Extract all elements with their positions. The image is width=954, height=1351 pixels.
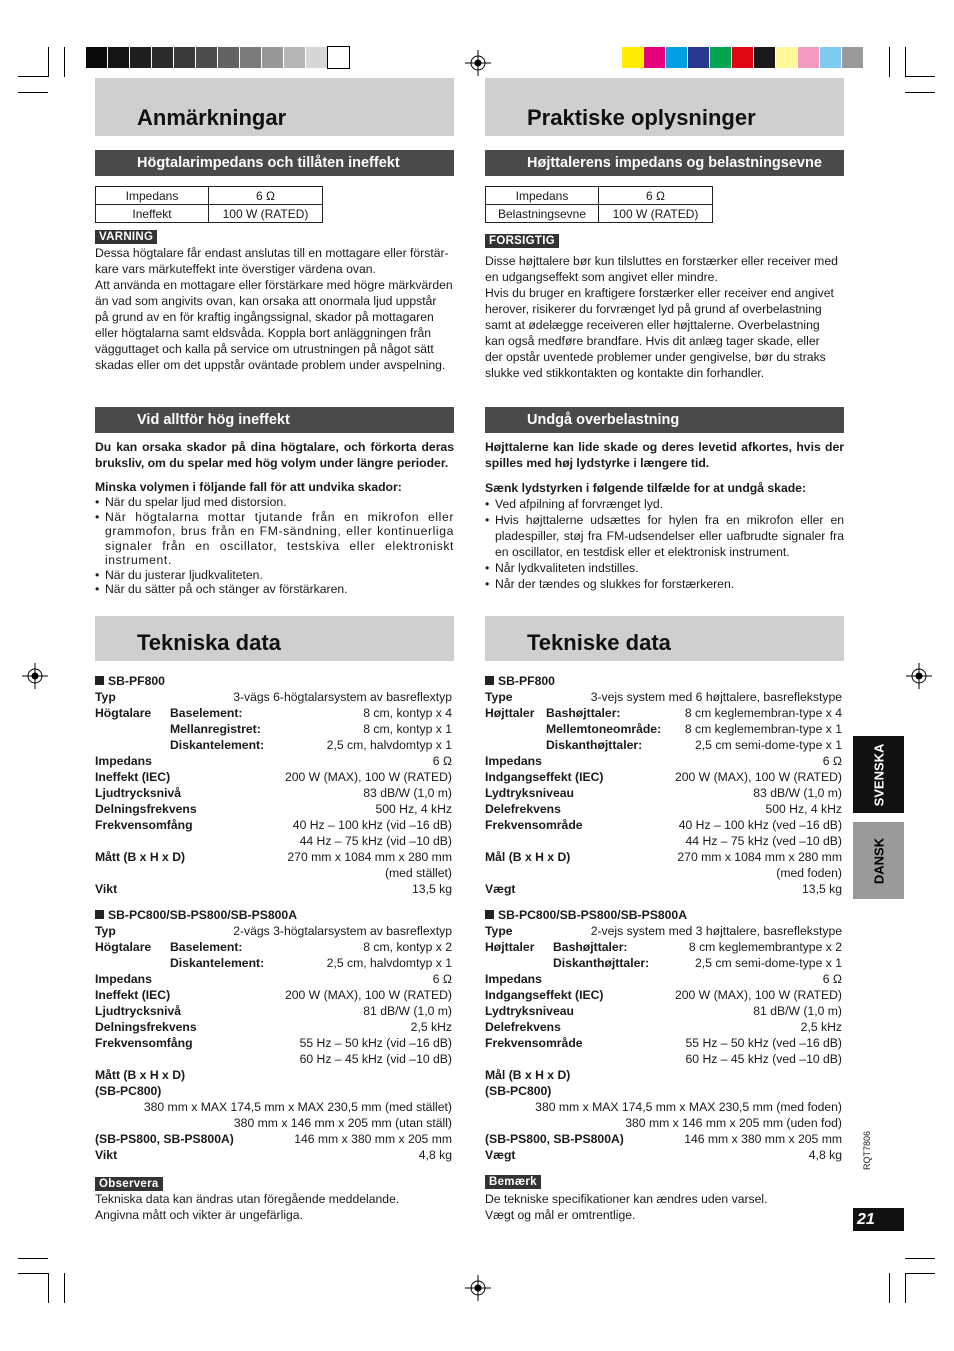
overload-list-da xyxy=(485,496,844,592)
spec-value: 270 mm x 1084 mm x 280 mm xyxy=(287,850,452,864)
spec-value: (med foden) xyxy=(776,866,842,880)
spec-sublabel: Diskantelement: xyxy=(170,738,265,752)
spec-value: 55 Hz – 50 kHz (vid –16 dB) xyxy=(299,1036,452,1050)
model-heading-sv-1: SB-PF800 xyxy=(95,673,165,689)
spec-value: 2,5 cm, halvdomtyp x 1 xyxy=(326,738,452,752)
color-swatch xyxy=(754,47,775,68)
color-swatch xyxy=(622,47,643,68)
registration-mark-left xyxy=(22,663,48,689)
table-row: Impedans 6 Ω xyxy=(486,187,713,205)
spec-value: 55 Hz – 50 kHz (ved –16 dB) xyxy=(685,1036,842,1050)
spec-label: Typ xyxy=(95,690,116,704)
spec-label: Ineffekt (IEC) xyxy=(95,770,171,784)
spec-value: 146 mm x 380 mm x 205 mm xyxy=(684,1132,842,1146)
color-swatch xyxy=(284,47,305,68)
spec-value: 60 Hz – 45 kHz (vid –10 dB) xyxy=(299,1052,452,1066)
spec-value: 2,5 cm semi-dome-type x 1 xyxy=(695,738,842,752)
spec-row xyxy=(95,785,452,801)
spec-row xyxy=(485,849,842,865)
registration-mark-top xyxy=(465,50,491,76)
spec-label: Impedans xyxy=(95,754,152,768)
color-swatch xyxy=(710,47,731,68)
spec-value: 270 mm x 1084 mm x 280 mm xyxy=(677,850,842,864)
spec-label: (SB-PC800) xyxy=(95,1084,162,1098)
color-swatch xyxy=(130,47,151,68)
spec-value: 380 mm x 146 mm x 205 mm (utan ställ) xyxy=(233,1116,452,1130)
spec-row xyxy=(485,971,842,987)
color-swatch xyxy=(108,47,129,68)
spec-label: Impedans xyxy=(485,754,542,768)
spec-row xyxy=(485,785,842,801)
crop-mark xyxy=(889,1273,890,1303)
spec-row xyxy=(95,1099,452,1115)
color-swatch xyxy=(86,47,107,68)
list-item: • När du spelar ljud med distorsion. xyxy=(95,495,454,510)
spec-label: Högtalare xyxy=(95,706,152,720)
spec-row xyxy=(485,1115,842,1131)
spec-row xyxy=(95,833,452,849)
spec-sublabel: Bashøjttaler: xyxy=(546,706,621,720)
text-line: samt at ødelægge receiveren eller højttalerne. Overbelastning xyxy=(485,318,820,332)
spec-value: 8 cm keglemembran-type x 1 xyxy=(684,722,842,736)
spec-row xyxy=(485,923,842,939)
crop-mark xyxy=(18,92,48,93)
section-heading-impedance-sv: Högtalarimpedans och tillåten ineffekt xyxy=(95,150,454,176)
color-swatch xyxy=(262,47,283,68)
spec-value: 6 Ω xyxy=(432,972,452,986)
spec-row xyxy=(95,971,452,987)
spec-value: 60 Hz – 45 kHz (ved –10 dB) xyxy=(685,1052,842,1066)
crop-mark xyxy=(905,76,935,77)
spec-row xyxy=(485,955,842,971)
spec-value: 380 mm x MAX 174,5 mm x MAX 230,5 mm (med foden) xyxy=(535,1100,842,1114)
spec-sublabel: Mellanregistret: xyxy=(170,722,261,736)
spec-list-da-1 xyxy=(485,689,842,897)
color-swatch xyxy=(798,47,819,68)
spec-value: 81 dB/W (1,0 m) xyxy=(753,1004,842,1018)
spec-value: 8 cm keglemembrantype x 2 xyxy=(688,940,842,954)
spec-row xyxy=(95,923,452,939)
crop-mark xyxy=(18,76,48,77)
process-color-bar xyxy=(622,47,864,68)
page-title-sv: Anmärkningar xyxy=(137,105,287,130)
spec-list-da-2 xyxy=(485,923,842,1163)
spec-row xyxy=(95,1019,452,1035)
spec-value: 2,5 kHz xyxy=(410,1020,452,1034)
spec-value: 2,5 kHz xyxy=(800,1020,842,1034)
section-heading-overload-sv: Vid alltför hög ineffekt xyxy=(95,407,454,433)
color-swatch xyxy=(688,47,709,68)
spec-sublabel: Baselement: xyxy=(170,706,243,720)
spec-row xyxy=(95,1003,452,1019)
text-line: Disse højttalere bør kun tilsluttes en forstærker eller receiver med xyxy=(485,254,838,268)
spec-value: 380 mm x 146 mm x 205 mm (uden fod) xyxy=(625,1116,842,1130)
spec-value: 8 cm, kontyp x 4 xyxy=(363,706,452,720)
color-swatch xyxy=(196,47,217,68)
spec-sublabel: Diskantelement: xyxy=(170,956,265,970)
spec-value: 3-vejs system med 6 højttalere, basreflekstype xyxy=(590,690,842,704)
spec-label: (SB-PS800, SB-PS800A) xyxy=(485,1132,624,1146)
spec-row xyxy=(485,1019,842,1035)
color-swatch xyxy=(666,47,687,68)
spec-sublabel: Mellemtoneområde: xyxy=(546,722,662,736)
spec-value: 200 W (MAX), 100 W (RATED) xyxy=(284,770,452,784)
spec-label: Indgangseffekt (IEC) xyxy=(485,988,604,1002)
spec-label: Delningsfrekvens xyxy=(95,1020,197,1034)
section-heading-overload-da: Undgå overbelastning xyxy=(485,407,844,433)
text-line: vägguttaget och kalla på service om utrustningen på något sätt xyxy=(95,342,434,356)
crop-mark xyxy=(905,92,935,93)
spec-value: 500 Hz, 4 kHz xyxy=(375,802,452,816)
spec-value: 8 cm keglemembran-type x 4 xyxy=(684,706,842,720)
text-line: Hvis du bruger en kraftigere forstærker eller receiver end angivet xyxy=(485,286,834,300)
spec-value: 13,5 kg xyxy=(412,882,452,896)
impedance-table-da xyxy=(485,186,713,223)
spec-row xyxy=(95,801,452,817)
spec-sublabel: Diskanthøjttaler: xyxy=(553,956,650,970)
crop-mark xyxy=(64,47,65,77)
color-swatch xyxy=(306,47,327,68)
spec-row xyxy=(485,737,842,753)
spec-list-sv-2 xyxy=(95,923,452,1163)
spec-row xyxy=(485,939,842,955)
spec-label: Ljudtrycksnivå xyxy=(95,1004,182,1018)
spec-value: 3-vägs 6-högtalarsystem av basreflextyp xyxy=(233,690,452,704)
text-line: en udgangseffekt som angivet eller mindre. xyxy=(485,270,718,284)
spec-row xyxy=(95,753,452,769)
spec-label: Frekvensomfång xyxy=(95,818,193,832)
spec-label: Frekvensomfång xyxy=(95,1036,193,1050)
crop-mark xyxy=(48,1273,49,1303)
color-swatch xyxy=(218,47,239,68)
spec-row xyxy=(485,833,842,849)
specs-title-sv: Tekniska data xyxy=(137,630,281,655)
spec-value: 44 Hz – 75 kHz (ved –10 dB) xyxy=(685,834,842,848)
color-swatch xyxy=(776,47,797,68)
list-item: • Ved afpilning af forvrænget lyd. xyxy=(485,496,844,512)
spec-value: 6 Ω xyxy=(822,972,842,986)
spec-sublabel: Baselement: xyxy=(170,940,243,954)
crop-mark xyxy=(18,1273,48,1274)
warning-tag-sv: VARNING xyxy=(95,230,157,244)
model-heading-da-2: SB-PC800/SB-PS800/SB-PS800A xyxy=(485,907,687,923)
spec-row xyxy=(95,1147,452,1163)
text-line: skadas eller om det uppstår oväntade problem under avspelning. xyxy=(95,358,446,372)
spec-label: Vægt xyxy=(485,1148,516,1162)
spec-label: Mått (B x H x D) xyxy=(95,850,186,864)
spec-label: Type xyxy=(485,690,513,704)
spec-value: 44 Hz – 75 kHz (vid –10 dB) xyxy=(299,834,452,848)
warning-text-sv xyxy=(95,245,454,373)
spec-label: Delefrekvens xyxy=(485,802,561,816)
tab-dansk: DANSK xyxy=(853,822,904,899)
spec-value: 500 Hz, 4 kHz xyxy=(765,802,842,816)
spec-row xyxy=(95,881,452,897)
warning-text-da xyxy=(485,253,844,381)
spec-value: (med stället) xyxy=(384,866,452,880)
overload-sub-da: Sænk lydstyrken i følgende tilfælde for at undgå skade: xyxy=(485,481,806,495)
note-sv: Tekniska data kan ändras utan föregående meddelande. Angivna mått och vikter är ungefärliga. xyxy=(95,1192,400,1222)
spec-label: Vikt xyxy=(95,1148,118,1162)
spec-row xyxy=(95,769,452,785)
spec-row xyxy=(95,737,452,753)
spec-row xyxy=(95,1051,452,1067)
spec-value: 2-vejs system med 3 højttalere, basreflekstype xyxy=(590,924,842,938)
spec-label: Mål (B x H x D) xyxy=(485,850,571,864)
list-item: • Hvis højttalerne udsættes for hylen fra en mikrofon eller en pladespiller, støj fra FM-udsendelser eller uafbrudte signaler fra en oscillator, en testdisk eller et elektronisk instrument. xyxy=(485,512,844,560)
note-da: De tekniske specifikationer kan ændres uden varsel. Vægt og mål er omtrentlige. xyxy=(485,1192,768,1222)
spec-row xyxy=(95,987,452,1003)
spec-label: Delefrekvens xyxy=(485,1020,561,1034)
spec-row xyxy=(485,769,842,785)
spec-value: 6 Ω xyxy=(432,754,452,768)
spec-label: Indgangseffekt (IEC) xyxy=(485,770,604,784)
spec-label: Lydtryksniveau xyxy=(485,1004,574,1018)
spec-row xyxy=(485,1083,842,1099)
model-heading-da-1: SB-PF800 xyxy=(485,673,555,689)
page-title-da: Praktiske oplysninger xyxy=(527,105,756,130)
spec-row xyxy=(95,1083,452,1099)
tab-svenska: SVENSKA xyxy=(853,736,904,813)
table-row: Ineffekt 100 W (RATED) xyxy=(96,205,323,223)
color-swatch xyxy=(644,47,665,68)
spec-row xyxy=(485,1003,842,1019)
text-line: eller högtalarna samt eldsvåda. Koppla bort anläggningen från xyxy=(95,326,432,340)
spec-value: 380 mm x MAX 174,5 mm x MAX 230,5 mm (med stället) xyxy=(143,1100,452,1114)
spec-label: Frekvensområde xyxy=(485,1036,583,1050)
spec-row xyxy=(485,1035,842,1051)
spec-row xyxy=(95,817,452,833)
spec-label: Högtalare xyxy=(95,940,152,954)
left-specs-title-bar xyxy=(95,616,454,661)
text-line: kan også medføre brandfare. Hvis dit anlæg tager skade, eller xyxy=(485,334,820,348)
list-item: • När högtalarna mottar tjutande från en mikrofon eller grammofon, brus från en FM-sändning, eller kontinuerliga signaler från en oscillator, testskiva eller elektroniskt instrument. xyxy=(95,510,454,568)
spec-row xyxy=(485,865,842,881)
list-item: • Når lydkvaliteten indstilles. xyxy=(485,560,844,576)
spec-row xyxy=(485,705,842,721)
model-heading-sv-2: SB-PC800/SB-PS800/SB-PS800A xyxy=(95,907,297,923)
text-line: herover, risikerer du forvrænget lyd på grund af overbelastning xyxy=(485,302,822,316)
registration-mark-bottom xyxy=(465,1275,491,1301)
color-swatch xyxy=(328,47,349,68)
spec-label: (SB-PC800) xyxy=(485,1084,552,1098)
crop-mark xyxy=(905,1273,906,1303)
overload-list-sv xyxy=(95,495,454,597)
spec-row xyxy=(485,721,842,737)
color-swatch xyxy=(842,47,863,68)
spec-label: Højttaler xyxy=(485,706,535,720)
spec-label: Højttaler xyxy=(485,940,535,954)
color-swatch xyxy=(174,47,195,68)
spec-row xyxy=(95,1067,452,1083)
spec-value: 200 W (MAX), 100 W (RATED) xyxy=(674,988,842,1002)
spec-label: Ljudtrycksnivå xyxy=(95,786,182,800)
spec-row xyxy=(95,955,452,971)
text-line: der opstår uventede problemer under gengivelse, bør du straks xyxy=(485,350,826,364)
text-line: slukke ved stikkontakten og kontakte din forhandler. xyxy=(485,366,765,380)
spec-value: 8 cm, kontyp x 1 xyxy=(363,722,452,736)
spec-row xyxy=(95,849,452,865)
impedance-table-sv xyxy=(95,186,323,223)
spec-row xyxy=(485,1051,842,1067)
observe-tag-da: Bemærk xyxy=(485,1175,541,1189)
text-line: kare vars märkuteffekt inte överstiger värdena ovan. xyxy=(95,262,376,276)
crop-mark xyxy=(905,1273,935,1274)
crop-mark xyxy=(905,47,906,77)
spec-row xyxy=(95,1131,452,1147)
crop-mark xyxy=(48,47,49,77)
spec-value: 4,8 kg xyxy=(808,1148,842,1162)
section-heading-impedance-da: Højttalerens impedans og belastningsevne xyxy=(485,150,844,176)
spec-label: Delningsfrekvens xyxy=(95,802,197,816)
spec-row xyxy=(485,881,842,897)
list-item: • Når der tændes og slukkes for forstærkeren. xyxy=(485,576,844,592)
spec-row xyxy=(485,753,842,769)
right-title-bar xyxy=(485,78,844,136)
text-line: på grund av en för kraftig ingångssignal, skador på mottagaren xyxy=(95,310,434,324)
spec-sublabel: Bashøjttaler: xyxy=(553,940,628,954)
color-swatch xyxy=(820,47,841,68)
overload-bold-sv: Du kan orsaka skador på dina högtalare, och förkorta deras bruksliv, om du spelar med hög volym under längre perioder. xyxy=(95,440,454,470)
spec-label: Lydtryksniveau xyxy=(485,786,574,800)
warning-tag-da: FORSIGTIG xyxy=(485,234,559,248)
spec-list-sv-1 xyxy=(95,689,452,897)
spec-row xyxy=(95,1115,452,1131)
spec-row xyxy=(95,689,452,705)
text-line: Dessa högtalare får endast anslutas till en mottagare eller förstär- xyxy=(95,246,449,260)
spec-row xyxy=(485,817,842,833)
spec-label: Impedans xyxy=(95,972,152,986)
spec-label: Typ xyxy=(95,924,116,938)
crop-mark xyxy=(18,1258,48,1259)
spec-row xyxy=(485,987,842,1003)
color-swatch xyxy=(732,47,753,68)
crop-mark xyxy=(889,47,890,77)
spec-value: 83 dB/W (1,0 m) xyxy=(363,786,452,800)
crop-mark xyxy=(905,1258,935,1259)
spec-value: 200 W (MAX), 100 W (RATED) xyxy=(284,988,452,1002)
spec-row xyxy=(485,1067,842,1083)
spec-label: Vikt xyxy=(95,882,118,896)
spec-label: Vægt xyxy=(485,882,516,896)
spec-label: (SB-PS800, SB-PS800A) xyxy=(95,1132,234,1146)
spec-label: Mål (B x H x D) xyxy=(485,1068,571,1082)
spec-row xyxy=(485,689,842,705)
spec-label: Impedans xyxy=(485,972,542,986)
spec-value: 2,5 cm, halvdomtyp x 1 xyxy=(326,956,452,970)
spec-row xyxy=(485,801,842,817)
right-specs-title-bar xyxy=(485,616,844,661)
overload-bold-da: Højttalerne kan lide skade og deres levetid afkortes, hvis der spilles med høj lydstyrke i længere tid. xyxy=(485,440,844,470)
spec-label: Type xyxy=(485,924,513,938)
list-item: • När du justerar ljudkvaliteten. xyxy=(95,568,454,583)
spec-value: 40 Hz – 100 kHz (vid –16 dB) xyxy=(292,818,452,832)
color-swatch xyxy=(152,47,173,68)
list-item: • När du sätter på och stänger av förstärkaren. xyxy=(95,582,454,597)
spec-row xyxy=(485,1099,842,1115)
text-line: än vad som angivits ovan, kan orsaka att onormala ljud uppstår xyxy=(95,294,437,308)
spec-value: 8 cm, kontyp x 2 xyxy=(363,940,452,954)
spec-label: Ineffekt (IEC) xyxy=(95,988,171,1002)
spec-row xyxy=(485,1147,842,1163)
spec-label: Mått (B x H x D) xyxy=(95,1068,186,1082)
table-row: Belastningsevne 100 W (RATED) xyxy=(486,205,713,223)
page-number: 21 xyxy=(853,1208,904,1231)
spec-value: 146 mm x 380 mm x 205 mm xyxy=(294,1132,452,1146)
spec-value: 2,5 cm semi-dome-type x 1 xyxy=(695,956,842,970)
spec-row xyxy=(95,705,452,721)
spec-row xyxy=(485,1131,842,1147)
spec-value: 4,8 kg xyxy=(418,1148,452,1162)
gray-color-bar xyxy=(86,47,350,68)
left-title-bar xyxy=(95,78,454,136)
spec-row xyxy=(95,865,452,881)
overload-sub-sv: Minska volymen i följande fall för att undvika skador: xyxy=(95,480,402,494)
observe-tag-sv: Observera xyxy=(95,1177,163,1191)
spec-value: 40 Hz – 100 kHz (ved –16 dB) xyxy=(678,818,842,832)
spec-sublabel: Diskanthøjttaler: xyxy=(546,738,643,752)
spec-row xyxy=(95,939,452,955)
text-line: Att använda en mottagare eller förstärkare med högre märkvärden xyxy=(95,278,453,292)
table-row: Impedans 6 Ω xyxy=(96,187,323,205)
spec-value: 200 W (MAX), 100 W (RATED) xyxy=(674,770,842,784)
document-id: RQT7806 xyxy=(862,1130,872,1170)
specs-title-da: Tekniske data xyxy=(527,630,671,655)
color-swatch xyxy=(240,47,261,68)
crop-mark xyxy=(64,1273,65,1303)
spec-label: Frekvensområde xyxy=(485,818,583,832)
spec-row xyxy=(95,721,452,737)
spec-value: 83 dB/W (1,0 m) xyxy=(753,786,842,800)
registration-mark-right xyxy=(906,663,932,689)
spec-value: 2-vägs 3-högtalarsystem av basreflextyp xyxy=(233,924,452,938)
spec-value: 81 dB/W (1,0 m) xyxy=(363,1004,452,1018)
spec-row xyxy=(95,1035,452,1051)
spec-value: 6 Ω xyxy=(822,754,842,768)
spec-value: 13,5 kg xyxy=(802,882,842,896)
